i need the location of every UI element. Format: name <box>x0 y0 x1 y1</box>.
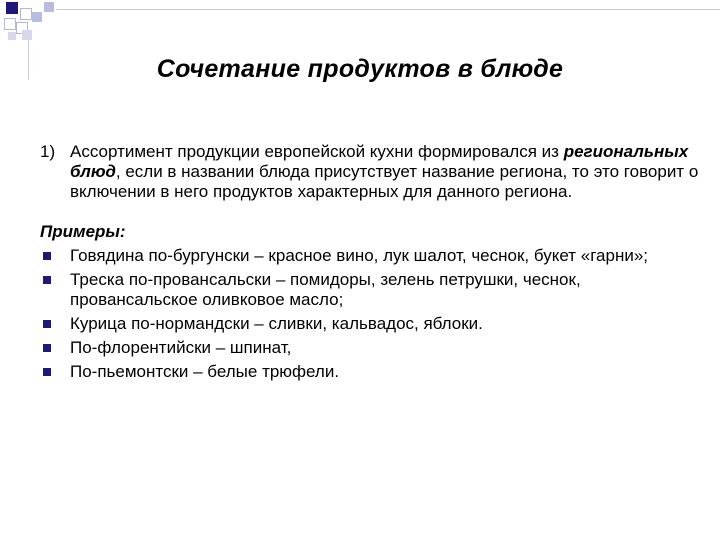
decor-square <box>4 18 16 30</box>
square-bullet-icon <box>40 338 70 358</box>
list-item <box>40 246 700 266</box>
slide-title: Сочетание продуктов в блюде <box>156 55 564 83</box>
numbered-point <box>40 142 700 202</box>
decor-square <box>8 32 16 40</box>
examples-label: Примеры: <box>40 222 126 241</box>
point-text-after: , если в названии блюда присутствует название региона, то это говорит о включении в него продуктов характерных для данного региона. <box>70 162 699 201</box>
example-text: По-флорентийски – шпинат, <box>70 338 292 357</box>
point-emphasis: региональных блюд <box>70 142 689 181</box>
example-text: По-пьемонтски – белые трюфели. <box>70 362 340 381</box>
decor-square <box>32 12 42 22</box>
decor-horizontal-line <box>56 9 720 10</box>
list-item <box>40 338 700 358</box>
decor-square <box>44 2 54 12</box>
example-text: Треска по-провансальски – помидоры, зелень петрушки, чеснок, провансальское оливковое масло; <box>70 270 581 309</box>
point-text-before: Ассортимент продукции европейской кухни формировался из <box>70 142 564 161</box>
example-text: Говядина по-бургунски – красное вино, лук шалот, чеснок, букет «гарни»; <box>70 246 648 265</box>
point-number: 1) <box>40 142 56 161</box>
decor-square <box>6 2 18 14</box>
square-bullet-icon <box>40 314 70 334</box>
list-item <box>40 270 700 310</box>
point-text <box>70 142 700 202</box>
examples-list <box>40 246 700 382</box>
example-text: Курица по-нормандски – сливки, кальвадос, яблоки. <box>70 314 483 333</box>
square-bullet-icon <box>40 362 70 382</box>
square-bullet-icon <box>40 246 70 266</box>
list-item <box>40 362 700 382</box>
decor-square <box>20 8 32 20</box>
decor-square <box>22 30 32 40</box>
slide-content <box>40 142 700 382</box>
list-item <box>40 314 700 334</box>
square-bullet-icon <box>40 270 70 310</box>
